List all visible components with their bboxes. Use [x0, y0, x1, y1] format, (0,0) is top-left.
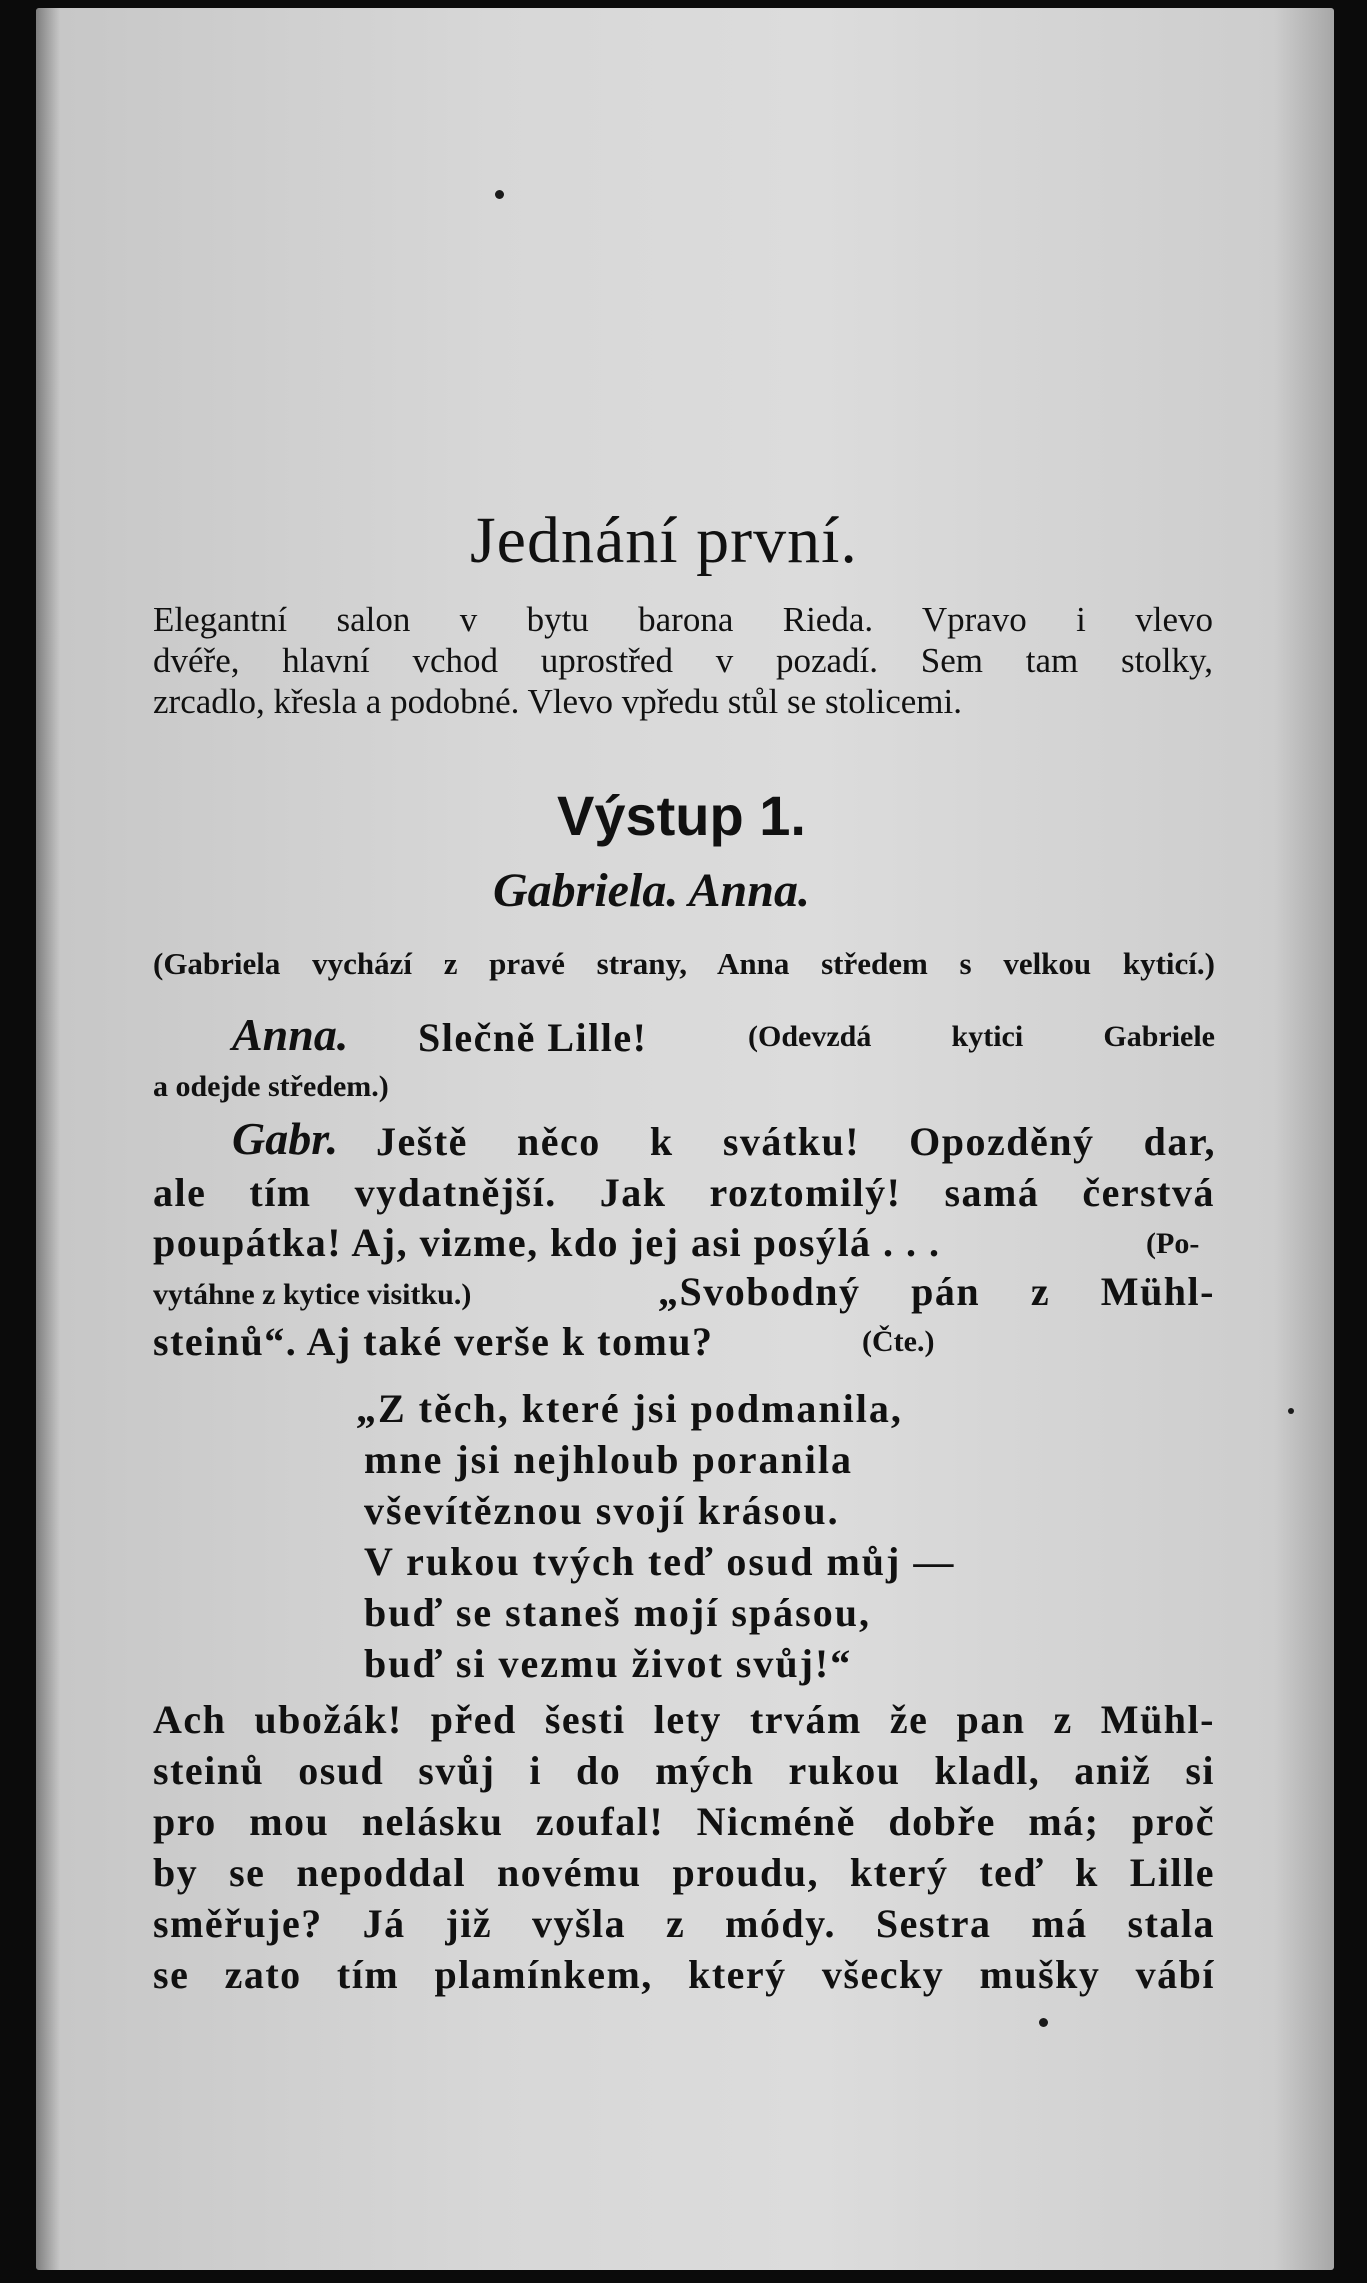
verse-line: buď si vezmu život svůj!“ [364, 1641, 853, 1686]
paragraph-line: se zato tím plamínkem, který všecky mušky vábí [153, 1952, 1215, 1997]
entrance-direction: (Gabriela vychází z pravé strany, Anna středem s velkou kyticí.) [153, 946, 1215, 981]
stage-direction-line: dvéře, hlavní vchod uprostřed v pozadí. Sem tam stolky, [153, 641, 1213, 680]
gabr-line: steinů“. Aj také verše k tomu? [153, 1319, 714, 1364]
paragraph-line: by se nepoddal novému proudu, který teď k Lille [153, 1850, 1215, 1895]
paragraph-line: směřuje? Já již vyšla z módy. Sestra má stala [153, 1901, 1215, 1946]
gabr-line: poupátka! Aj, vizme, kdo jej asi posýlá . . . [153, 1220, 941, 1265]
gabr-line: Ještě něco k svátku! Opozděný dar, [376, 1119, 1216, 1164]
gabr-line: „Svobodný pán z Mühl- [658, 1269, 1215, 1314]
verse-line: buď se staneš mojí spásou, [364, 1590, 871, 1635]
paragraph-line: pro mou nelásku zoufal! Nicméně dobře má; proč [153, 1799, 1215, 1844]
anna-line: Slečně Lille! [418, 1015, 648, 1060]
ink-speck [1039, 2018, 1048, 2027]
stage-direction-line: Elegantní salon v bytu barona Rieda. Vpravo i vlevo [153, 600, 1213, 639]
gabr-direction: (Čte.) [862, 1325, 935, 1358]
gabr-direction: (Po- [1146, 1227, 1200, 1260]
stage-direction-line: zrcadlo, křesla a podobné. Vlevo vpředu stůl se stolicemi. [153, 682, 962, 721]
page-shadow-left [36, 8, 60, 2270]
page-shadow-right [1274, 8, 1334, 2270]
act-title: Jednání první. [470, 504, 858, 577]
paragraph-line: steinů osud svůj i do mých rukou kladl, aniž si [153, 1748, 1215, 1793]
scene-title: Výstup 1. [557, 784, 806, 847]
paragraph-line: Ach ubožák! před šesti lety trvám že pan z Mühl- [153, 1697, 1215, 1742]
gabr-line: ale tím vydatnější. Jak roztomilý! samá čerstvá [153, 1170, 1215, 1215]
ink-speck [1288, 1408, 1294, 1414]
anna-direction: (Odevzdá kytici Gabriele [748, 1020, 1215, 1053]
verse-line: V rukou tvých teď osud můj — [364, 1539, 956, 1584]
scene-characters: Gabriela. Anna. [493, 864, 810, 917]
ink-speck [495, 190, 504, 199]
verse-line: „Z těch, které jsi podmanila, [356, 1386, 903, 1431]
anna-direction-cont: a odejde středem.) [153, 1070, 389, 1103]
gabr-direction: vytáhne z kytice visitku.) [153, 1278, 472, 1311]
verse-line: mne jsi nejhloub poranila [364, 1437, 853, 1482]
verse-line: vševítěznou svojí krásou. [364, 1488, 840, 1533]
speaker-gabr: Gabr. [232, 1113, 339, 1164]
speaker-anna: Anna. [232, 1009, 349, 1060]
